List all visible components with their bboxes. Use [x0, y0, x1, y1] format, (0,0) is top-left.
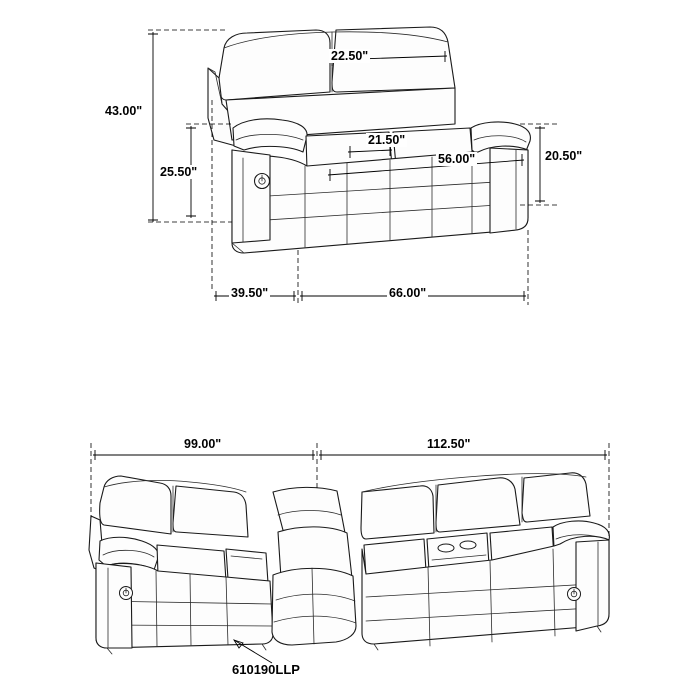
dim-label-right-section-length: 112.50"	[427, 437, 471, 451]
dim-label-height-overall: 43.00"	[105, 104, 143, 118]
dim-label-width-overall: 66.00"	[389, 286, 427, 300]
dim-label-seat-width: 56.00"	[438, 152, 476, 166]
sectional-illustration	[89, 473, 609, 654]
dim-label-depth: 39.50"	[231, 286, 269, 300]
dim-label-left-section-length: 99.00"	[184, 437, 222, 451]
dim-label-seat-back-height: 25.50"	[160, 165, 198, 179]
part-number-label: 610190LLP	[232, 662, 300, 677]
dim-label-arm-height: 20.50"	[545, 149, 583, 163]
dim-label-seat-cushion-width: 21.50"	[368, 133, 406, 147]
cupholder-right-icon	[460, 541, 476, 549]
cupholder-left-icon	[438, 544, 454, 552]
dim-label-back-cushion-width: 22.50"	[331, 49, 369, 63]
